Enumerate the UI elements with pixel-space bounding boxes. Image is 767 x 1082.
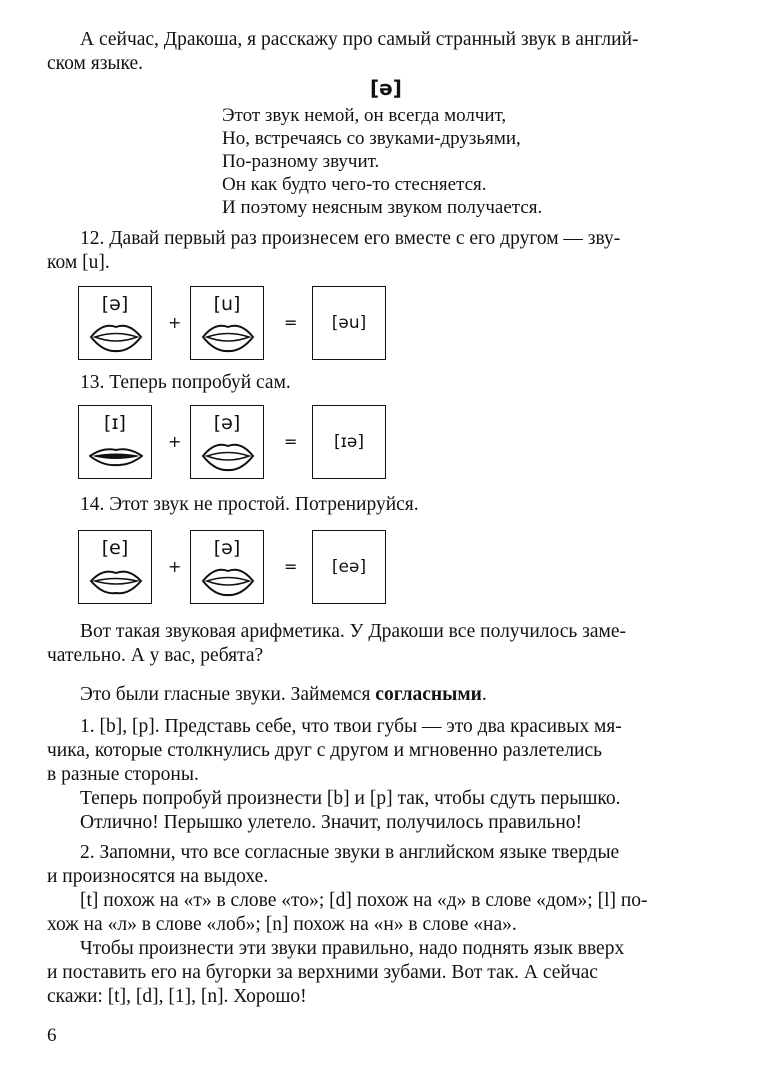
arith-line-2: чательно. А у вас, ребята? — [47, 645, 264, 666]
item1-line-4: Теперь попробуй произнести [b] и [p] так, чтобы сдуть перышко. — [80, 788, 621, 809]
ex14-result: [eə] — [331, 557, 367, 577]
ex14-sound-box-2 — [190, 530, 264, 604]
open-lips-icon — [201, 440, 255, 472]
consonants-intro-suffix: . — [481, 684, 487, 705]
ex14-sound-1: [e] — [101, 537, 129, 559]
open-lips-icon — [201, 565, 255, 597]
ex14-equals: = — [284, 557, 298, 576]
intro-line-1: А сейчас, Дракоша, я расскажу про самый странный звук в англий- — [80, 29, 639, 50]
open-lips-icon — [89, 321, 143, 353]
item2-line-1: 2. Запомни, что все согласные звуки в английском языке твердые — [80, 842, 620, 863]
item2-line-4: хож на «л» в слове «лоб»; [n] похож на «н» в слове «на». — [47, 914, 517, 935]
item2-line-3: [t] похож на «т» в слове «то»; [d] похож на «д» в слове «дом»; [l] по- — [80, 890, 648, 911]
ex14-plus: + — [168, 557, 182, 576]
ex13-sound-box-1 — [78, 405, 152, 479]
item1-line-2: чика, которые столкнулись друг с другом и мгновенно разлетелись — [47, 740, 603, 761]
poem-line-4: Он как будто чего-то стесняется. — [222, 174, 487, 195]
ex13-sound-2: [ə] — [213, 412, 241, 434]
arith-line-1: Вот такая звуковая арифметика. У Дракоши все получилось заме- — [80, 621, 627, 642]
item2-line-6: и поставить его на бугорки за верхними зубами. Вот так. А сейчас — [47, 962, 598, 983]
schwa-title: [ə] — [370, 76, 402, 100]
ex14-text: 14. Этот звук не простой. Потренируйся. — [80, 494, 419, 515]
ex13-sound-1: [ɪ] — [104, 412, 126, 434]
consonants-intro — [80, 683, 487, 707]
ex12-line-1: 12. Давай первый раз произнесем его вместе с его другом — зву- — [80, 228, 621, 249]
ex13-equals: = — [284, 432, 298, 451]
consonants-intro-prefix: Это были гласные звуки. Займемся — [80, 684, 376, 705]
ex12-line-2: ком [u]. — [47, 252, 110, 273]
ex12-sound-1: [ə] — [101, 293, 129, 315]
ex12-result: [əu] — [331, 313, 367, 333]
poem-line-5: И поэтому неясным звуком получается. — [222, 197, 543, 218]
item1-line-3: в разные стороны. — [47, 764, 199, 785]
open-lips-icon — [89, 565, 143, 597]
page-number: 6 — [47, 1025, 57, 1046]
item2-line-7: скажи: [t], [d], [1], [n]. Хорошо! — [47, 986, 307, 1007]
ex14-sound-box-1 — [78, 530, 152, 604]
item1-line-1: 1. [b], [p]. Представь себе, что твои губы — это два красивых мя- — [80, 716, 622, 737]
ex12-sound-box-2 — [190, 286, 264, 360]
poem-line-1: Этот звук немой, он всегда молчит, — [222, 105, 507, 126]
item2-line-5: Чтобы произнести эти звуки правильно, надо поднять язык вверх — [80, 938, 625, 959]
open-lips-icon — [201, 321, 255, 353]
ex12-plus: + — [168, 313, 182, 332]
ex12-sound-2: [u] — [213, 293, 241, 315]
ex12-equals: = — [284, 313, 298, 332]
wide-lips-icon — [89, 440, 143, 472]
ex12-sound-box-1 — [78, 286, 152, 360]
poem-line-2: Но, встречаясь со звуками-друзьями, — [222, 128, 521, 149]
ex13-result-box — [312, 405, 386, 479]
ex14-sound-2: [ə] — [213, 537, 241, 559]
intro-line-2: ском языке. — [47, 53, 144, 74]
item2-line-2: и произносятся на выдохе. — [47, 866, 269, 887]
ex13-sound-box-2 — [190, 405, 264, 479]
ex13-result: [ɪə] — [333, 432, 365, 452]
item1-line-5: Отлично! Перышко улетело. Значит, получилось правильно! — [80, 812, 583, 833]
poem-line-3: По-разному звучит. — [222, 151, 380, 172]
ex14-result-box — [312, 530, 386, 604]
ex13-text: 13. Теперь попробуй сам. — [80, 372, 291, 393]
ex12-result-box — [312, 286, 386, 360]
ex13-plus: + — [168, 432, 182, 451]
consonants-intro-bold: согласными — [375, 684, 482, 705]
